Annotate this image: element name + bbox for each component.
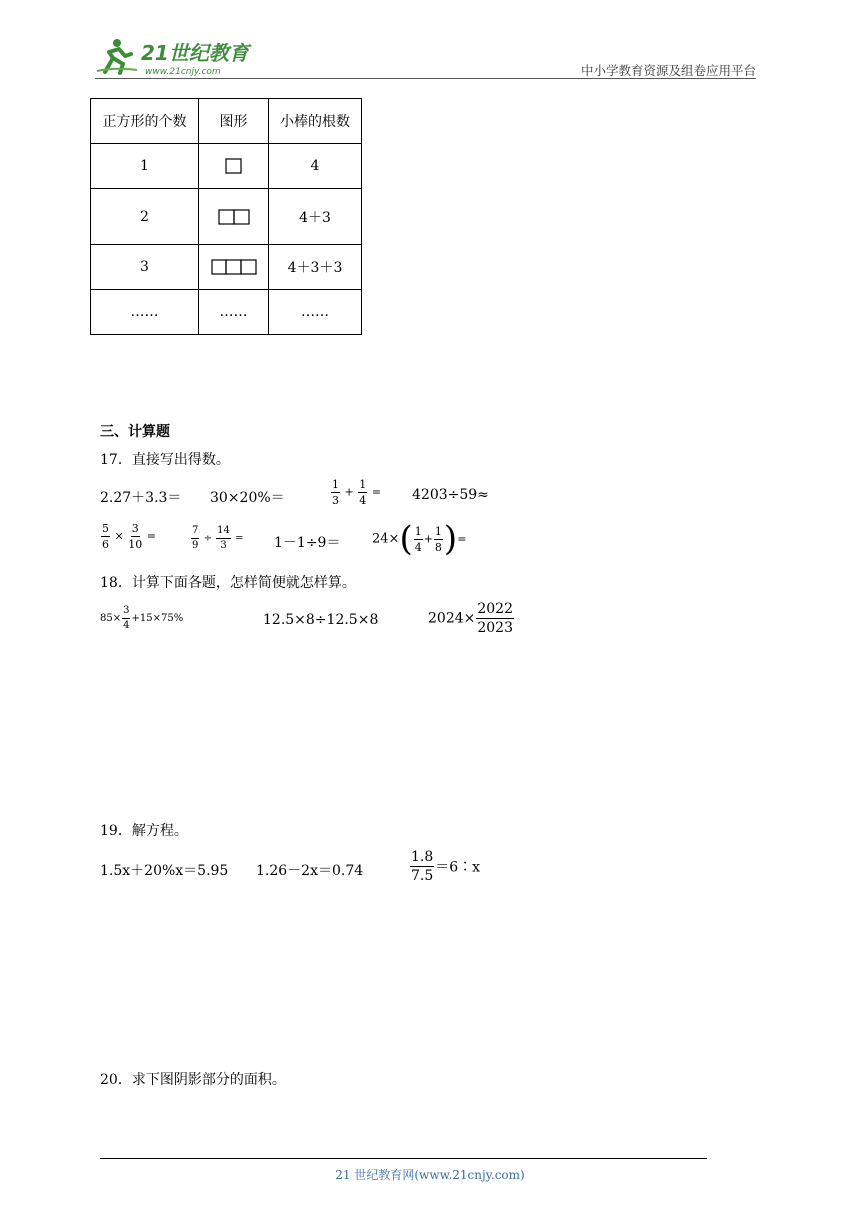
header-platform-text: 中小学教育资源及组卷应用平台 xyxy=(580,63,756,78)
fraction: $\frac{1}{3}$ xyxy=(332,478,339,507)
table-row xyxy=(91,144,362,189)
header-divider xyxy=(95,78,756,79)
count-cell: 3 xyxy=(91,245,199,290)
sticks-cell: …… xyxy=(269,290,362,335)
q17-expr-7: 1－1÷9＝ xyxy=(274,535,341,551)
header-cell: 小棒的根数 xyxy=(269,99,362,144)
q18-expr-3: 2024× $\frac{2022}{2023}$ xyxy=(428,601,513,636)
fraction: $\frac{3}{10}$ xyxy=(128,522,143,551)
fraction: $\frac{1}{8}$ xyxy=(434,524,442,554)
sticks-cell: 4＋3＋3 xyxy=(269,245,362,290)
header-cell: 正方形的个数 xyxy=(91,99,199,144)
three-squares-figure xyxy=(211,259,257,275)
q17-expr-5: $\frac{5}{6}$ × $\frac{3}{10}$ = xyxy=(102,522,156,551)
q17-expr-4: 4203÷59≈ xyxy=(412,487,489,503)
runner-icon xyxy=(97,39,137,73)
site-logo xyxy=(95,34,265,78)
q19-expr-2: 1.26－2x＝0.74 xyxy=(256,863,364,879)
figure-cell xyxy=(199,144,269,189)
figure-cell xyxy=(199,189,269,245)
table-header-row xyxy=(91,99,362,144)
q17-expr-8: 24×( $\frac{1}{4}$ + $\frac{1}{8}$ )= xyxy=(372,519,467,559)
question-17-label: 17．直接写出得数。 xyxy=(100,452,230,468)
q17-expr-3: $\frac{1}{3}$ + $\frac{1}{4}$ = xyxy=(332,478,381,507)
figure-cell: …… xyxy=(199,290,269,335)
question-18-label: 18．计算下面各题，怎样简便就怎样算。 xyxy=(100,575,356,591)
fraction: $\frac{5}{6}$ xyxy=(102,522,109,551)
q17-expr-6: $\frac{7}{9}$ ÷ $\frac{14}{3}$ = xyxy=(192,525,244,551)
q17-expr-2: 30×20%＝ xyxy=(210,490,285,506)
q19-expr-1: 1.5x＋20%x＝5.95 xyxy=(100,863,229,879)
figure-cell xyxy=(199,245,269,290)
table-row xyxy=(91,245,362,290)
count-cell: …… xyxy=(91,290,199,335)
fraction: $\frac{2022}{2023}$ xyxy=(477,601,513,636)
header-cell: 图形 xyxy=(199,99,269,144)
fraction: $\frac{1}{4}$ xyxy=(414,524,422,554)
table-row xyxy=(91,290,362,335)
q19-expr-3: $\frac{1.8}{7.5}$ ＝6∶x xyxy=(411,849,481,884)
fraction: $\frac{1}{4}$ xyxy=(359,478,367,507)
count-cell: 2 xyxy=(91,189,199,245)
section-title: 三、计算题 xyxy=(100,424,170,440)
fraction: $\frac{1.8}{7.5}$ xyxy=(411,849,434,884)
svg-text:21世纪教育: 21世纪教育 xyxy=(141,41,249,65)
sticks-cell: 4＋3 xyxy=(269,189,362,245)
one-square-figure xyxy=(225,158,243,174)
fraction: $\frac{3}{4}$ xyxy=(123,605,130,631)
count-cell: 1 xyxy=(91,144,199,189)
question-19-label: 19．解方程。 xyxy=(100,823,188,839)
footer-divider xyxy=(100,1158,707,1159)
q18-expr-2: 12.5×8÷12.5×8 xyxy=(263,612,379,628)
footer-text: 21 世纪教育网(www.21cnjy.com) xyxy=(335,1168,525,1182)
q18-expr-1: 85× $\frac{3}{4}$ +15×75% xyxy=(100,605,184,631)
fraction: $\frac{14}{3}$ xyxy=(217,525,230,551)
question-20-label: 20．求下图阴影部分的面积。 xyxy=(100,1072,286,1088)
svg-text:www.21cnjy.com: www.21cnjy.com xyxy=(145,67,221,77)
fraction: $\frac{7}{9}$ xyxy=(192,525,199,551)
q17-expr-1: 2.27＋3.3＝ xyxy=(100,490,182,506)
sticks-cell: 4 xyxy=(269,144,362,189)
two-squares-figure xyxy=(218,209,250,225)
squares-table xyxy=(90,98,362,335)
table-row xyxy=(91,189,362,245)
